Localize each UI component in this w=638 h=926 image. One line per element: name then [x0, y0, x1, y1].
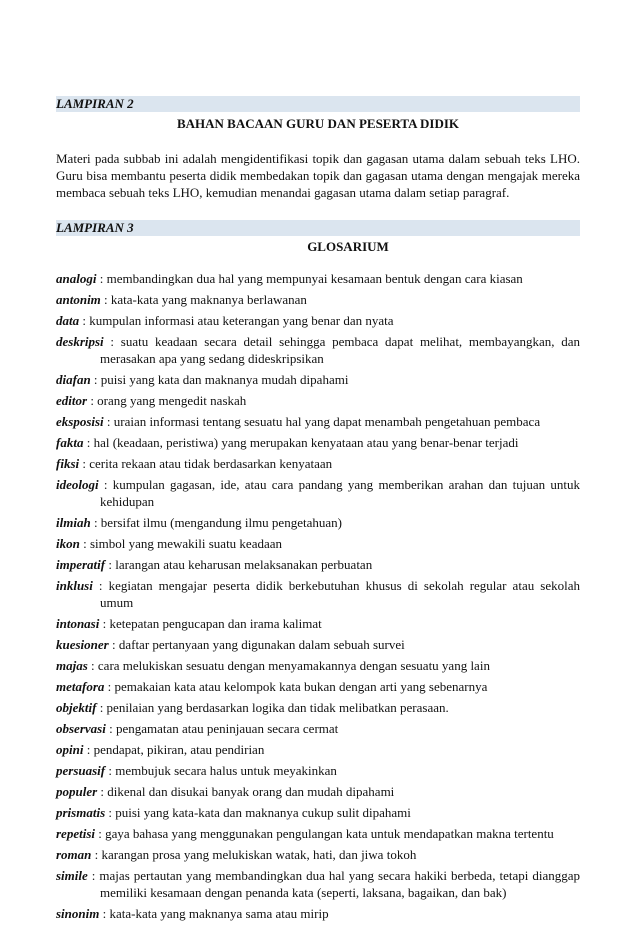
glossary-entry — [56, 413, 580, 430]
glossary-term: observasi — [56, 721, 106, 736]
glossary-entry — [56, 392, 580, 409]
glossary-definition: : gaya bahasa yang menggunakan pengulangan kata untuk mendapatkan makna tertentu — [95, 826, 554, 841]
glossary-definition: : penilaian yang berdasarkan logika dan tidak melibatkan perasaan. — [96, 700, 449, 715]
glossary-definition: : pendapat, pikiran, atau pendirian — [83, 742, 265, 757]
glossary-term: simile — [56, 868, 88, 883]
glossary-term: deskripsi — [56, 334, 104, 349]
glossary-definition: : uraian informasi tentang sesuatu hal yang dapat menambah pengetahuan pembaca — [103, 414, 541, 429]
glossary-entry — [56, 312, 580, 329]
glossary-entry — [56, 783, 580, 800]
glossary-entry — [56, 434, 580, 451]
glossary-definition: : kegiatan mengajar peserta didik berkebutuhan khusus di sekolah regular atau sekolah umum — [92, 578, 580, 610]
glossary-title: GLOSARIUM — [307, 239, 389, 254]
glossary-term: intonasi — [56, 616, 100, 631]
glossary-term: objektif — [56, 700, 97, 715]
glossary-term: analogi — [56, 271, 97, 286]
glossary-term: opini — [56, 742, 84, 757]
glossary-term: ilmiah — [56, 515, 91, 530]
glossary-term: diafan — [56, 372, 91, 387]
glossary-entry — [56, 333, 580, 367]
glossary-definition: : kata-kata yang maknanya sama atau mirip — [99, 906, 329, 921]
glossary-entry — [56, 678, 580, 695]
glossary-entry — [56, 291, 580, 308]
glossary-term: ikon — [56, 536, 80, 551]
glossary-term: ideologi — [56, 477, 99, 492]
glossary-definition: : orang yang mengedit naskah — [87, 393, 247, 408]
glossary-definition: : membandingkan dua hal yang mempunyai kesamaan bentuk dengan cara kiasan — [96, 271, 523, 286]
glossary-entry — [56, 867, 580, 901]
glossary-term: populer — [56, 784, 98, 799]
glossary-entry — [56, 762, 580, 779]
glossary-definition: : dikenal dan disukai banyak orang dan mudah dipahami — [97, 784, 395, 799]
glossary-entry — [56, 741, 580, 758]
glossary-term: editor — [56, 393, 88, 408]
glossary-definition: : hal (keadaan, peristiwa) yang merupakan kenyataan atau yang benar-benar terjadi — [83, 435, 519, 450]
glossary-definition: : kata-kata yang maknanya berlawanan — [100, 292, 307, 307]
glossary-definition: : majas pertautan yang membandingkan dua hal yang secara hakiki berbeda, tetapi dianggap memiliki kesamaan dengan penanda kata (seperti, laksana, bagaikan, dan bak) — [87, 868, 580, 900]
glossary-entry — [56, 720, 580, 737]
glossary-definition: : karangan prosa yang melukiskan watak, hati, dan jiwa tokoh — [91, 847, 417, 862]
glossary-definition: : puisi yang kata dan maknanya mudah dipahami — [90, 372, 349, 387]
glossary-entry — [56, 905, 580, 922]
lampiran-2-heading: LAMPIRAN 2 — [56, 96, 580, 112]
glossary-definition: : cara melukiskan sesuatu dengan menyamakannya dengan sesuatu yang lain — [87, 658, 490, 673]
glossary-entry — [56, 846, 580, 863]
glossary-definition: : pengamatan atau peninjauan secara cermat — [105, 721, 339, 736]
glossary-definition: : kumpulan informasi atau keterangan yang benar dan nyata — [79, 313, 394, 328]
glossary-term: sinonim — [56, 906, 100, 921]
glossary-term: roman — [56, 847, 92, 862]
glossary-term: prismatis — [56, 805, 106, 820]
glossary-entry — [56, 657, 580, 674]
glossary-entry — [56, 371, 580, 388]
glossary-definition: : ketepatan pengucapan dan irama kalimat — [99, 616, 322, 631]
glossary-definition: : puisi yang kata-kata dan maknanya cukup sulit dipahami — [105, 805, 411, 820]
glossary-list — [56, 270, 580, 922]
glossary-term: majas — [56, 658, 88, 673]
glossary-term: imperatif — [56, 557, 106, 572]
glossary-term: eksposisi — [56, 414, 104, 429]
glossary-entry — [56, 514, 580, 531]
glossary-definition: : daftar pertanyaan yang digunakan dalam sebuah survei — [108, 637, 405, 652]
glossary-entry — [56, 615, 580, 632]
glossary-definition: : cerita rekaan atau tidak berdasarkan kenyataan — [79, 456, 333, 471]
glossary-definition: : pemakaian kata atau kelompok kata bukan dengan arti yang sebenarnya — [104, 679, 488, 694]
glossary-term: repetisi — [56, 826, 95, 841]
glossary-entry — [56, 476, 580, 510]
glossary-entry — [56, 825, 580, 842]
glossary-entry — [56, 270, 580, 287]
glossary-definition: : kumpulan gagasan, ide, atau cara pandang yang memberikan arahan dan tujuan untuk kehidupan — [98, 477, 580, 509]
glossary-term: antonim — [56, 292, 101, 307]
lampiran-2-paragraph: Materi pada subbab ini adalah mengidentifikasi topik dan gagasan utama dalam sebuah teks LHO. Guru bisa membantu peserta didik membedakan topik dan gagasan utama dengan mengajak mereka membaca sebuah teks LHO, kemudian menandai gagasan utama dalam setiap paragraf. — [56, 151, 580, 200]
glossary-term: metafora — [56, 679, 105, 694]
glossary-entry — [56, 699, 580, 716]
glossary-term: fiksi — [56, 456, 80, 471]
glossary-definition: : larangan atau keharusan melaksanakan perbuatan — [105, 557, 373, 572]
lampiran-2-title: BAHAN BACAAN GURU DAN PESERTA DIDIK — [176, 116, 460, 131]
glossary-definition: : bersifat ilmu (mengandung ilmu pengetahuan) — [90, 515, 342, 530]
glossary-term: inklusi — [56, 578, 93, 593]
glossary-entry — [56, 455, 580, 472]
document-page — [56, 0, 580, 926]
glossary-definition: : membujuk secara halus untuk meyakinkan — [105, 763, 337, 778]
glossary-term: data — [56, 313, 80, 328]
glossary-definition: : suatu keadaan secara detail sehingga pembaca dapat melihat, membayangkan, dan merasakan apa yang sedang dideskripsikan — [100, 334, 580, 366]
glossary-entry — [56, 535, 580, 552]
glossary-definition: : simbol yang mewakili suatu keadaan — [79, 536, 283, 551]
glossary-term: persuasif — [56, 763, 106, 778]
glossary-entry — [56, 804, 580, 821]
glossary-entry — [56, 577, 580, 611]
glossary-term: kuesioner — [56, 637, 109, 652]
glossary-term: fakta — [56, 435, 84, 450]
lampiran-3-heading: LAMPIRAN 3 — [56, 220, 580, 236]
glossary-entry — [56, 556, 580, 573]
glossary-entry — [56, 636, 580, 653]
